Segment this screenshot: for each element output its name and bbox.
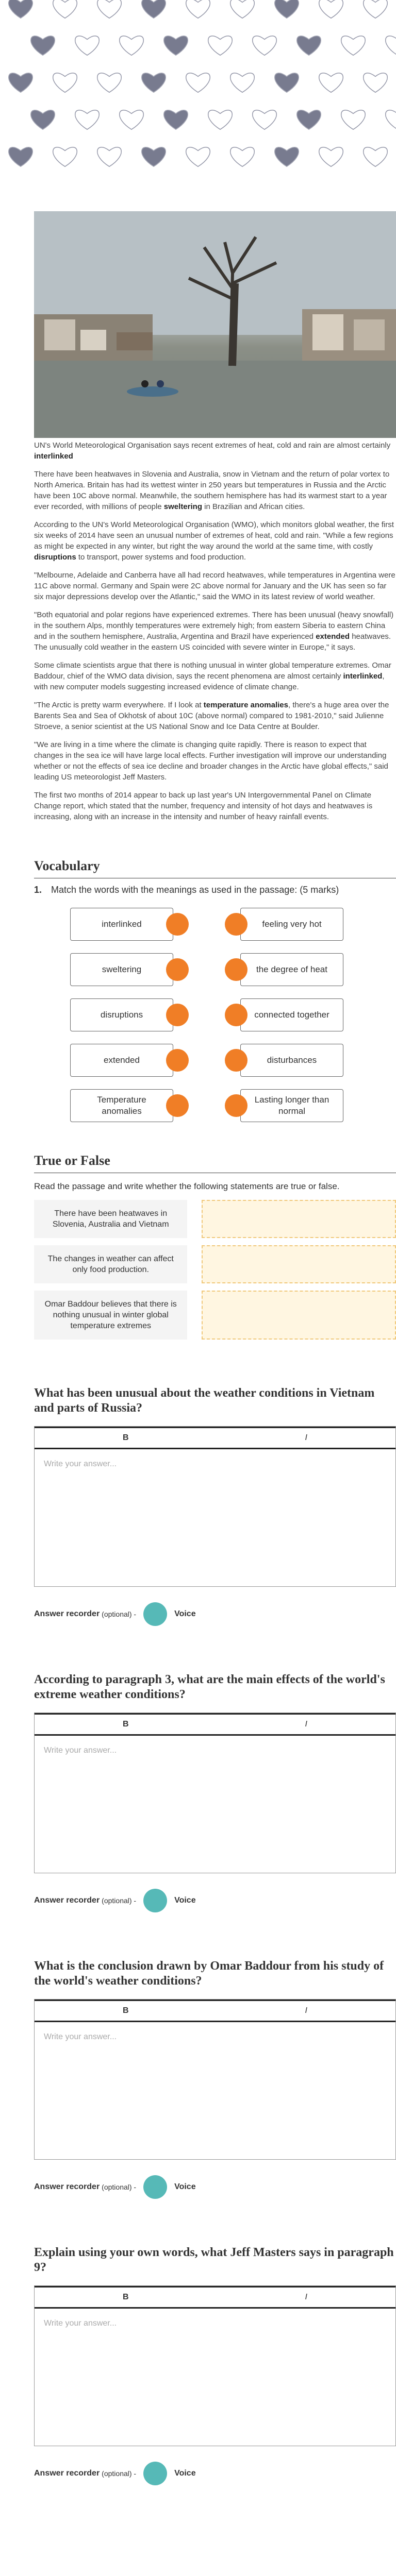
heart-icon <box>97 73 122 92</box>
heart-icon <box>31 110 55 129</box>
heart-icon <box>253 110 277 129</box>
italic-button[interactable]: I <box>305 1433 307 1442</box>
passage-text: The first two months of 2014 appear to back up last year's UN Intergovernmental Panel on Climate Change report, which stated that the number, frequency and intensity of hot days and heatwaves is increasing, along with an increase in the intensity and number of heavy rainfall events. <box>34 791 373 821</box>
heart-icon <box>319 0 343 18</box>
match-connector-handle[interactable] <box>225 1049 248 1072</box>
true-false-answer-field[interactable] <box>202 1291 396 1340</box>
answer-recorder <box>34 1602 396 1626</box>
record-voice-button[interactable] <box>143 1602 167 1626</box>
passage-text: "We are living in a time where the climate is changing quite rapidly. There is reason to expect that changes in the sea ice will have large local effects. Further investigation will improve our understanding whether or not the effects of sea ice decline and broader changes in the Arctic have global effects," said leading US meteorologist Jeff Masters. <box>34 740 388 782</box>
match-connector-handle[interactable] <box>166 1004 189 1026</box>
heart-icon <box>341 110 366 129</box>
editor-toolbar <box>35 2286 395 2309</box>
answer-editor <box>34 2285 396 2446</box>
heart-icon <box>9 73 33 92</box>
passage-text: in Brazilian and African cities. <box>202 502 305 511</box>
question-title: According to paragraph 3, what are the main effects of the world's extreme weather conditions? <box>34 1673 385 1701</box>
heart-icon <box>53 73 77 92</box>
record-voice-button[interactable] <box>143 2462 167 2485</box>
match-meaning[interactable]: connected together <box>240 998 343 1031</box>
answer-input[interactable]: Write your answer... <box>44 2032 117 2041</box>
heart-icon <box>142 147 166 166</box>
question-title: What has been unusual about the weather conditions in Vietnam and parts of Russia? <box>34 1386 375 1415</box>
passage-paragraph <box>34 700 396 732</box>
heart-pattern-header <box>0 0 396 175</box>
match-meaning[interactable]: the degree of heat <box>240 953 343 986</box>
match-word[interactable]: Temperature anomalies <box>70 1089 173 1122</box>
heart-icon <box>230 147 255 166</box>
match-word[interactable]: disruptions <box>70 998 173 1031</box>
passage-paragraph <box>34 469 396 512</box>
match-connector-handle[interactable] <box>166 913 189 936</box>
recorder-label: Answer recorder <box>34 2182 100 2191</box>
heart-icon <box>230 73 255 92</box>
passage-paragraph <box>34 570 396 602</box>
answer-editor <box>34 1713 396 1873</box>
true-false-intro: Read the passage and write whether the following statements are true or false. <box>34 1181 340 1191</box>
question-title: What is the conclusion drawn by Omar Baddour from his study of the world's weather conditions? <box>34 1959 384 1988</box>
passage-paragraph <box>34 790 396 822</box>
heart-icon <box>75 110 100 129</box>
question-text: Match the words with the meanings as used in the passage: (5 marks) <box>51 885 339 895</box>
italic-button[interactable]: I <box>305 2293 307 2301</box>
match-row <box>70 908 359 941</box>
voice-label: Voice <box>174 2469 196 2478</box>
key-term: temperature anomalies <box>203 701 288 709</box>
true-false-list <box>34 1200 396 1340</box>
record-voice-button[interactable] <box>143 2175 167 2199</box>
heart-icon <box>319 73 343 92</box>
heart-icon <box>120 110 144 129</box>
heart-icon <box>208 36 233 55</box>
true-false-row <box>34 1245 396 1283</box>
true-false-row <box>34 1200 396 1238</box>
true-false-row <box>34 1291 396 1340</box>
heart-icon <box>97 0 122 18</box>
italic-button[interactable]: I <box>305 1720 307 1728</box>
heart-icon <box>364 73 388 92</box>
true-false-statement: Omar Baddour believes that there is nothing unusual in winter global temperature extremes <box>34 1291 187 1340</box>
passage-paragraph <box>34 440 396 462</box>
passage-text: According to the UN's World Meteorological Organisation (WMO), which monitors global weather, the first six weeks of 2014 have seen an unusual number of extremes of heat, cold and rain. "While a few regions as might be expected in any winter, but right the way around the world at the same time, with costly <box>34 520 394 551</box>
voice-label: Voice <box>174 2182 196 2191</box>
match-meaning[interactable]: feeling very hot <box>240 908 343 941</box>
heart-icon <box>120 36 144 55</box>
answer-editor <box>34 1426 396 1587</box>
heart-icon <box>142 0 166 18</box>
passage-paragraph <box>34 519 396 563</box>
key-term: disruptions <box>34 553 76 562</box>
answer-recorder <box>34 2462 396 2485</box>
passage-text: There have been heatwaves in Slovenia and Australia, snow in Vietnam and the return of polar vortex to North America. Britain has had its wettest winter in 250 years but temperatures in Russia and the Arctic have been 10C above normal. Meanwhile, the southern hemisphere has had its warmest start to a year ever recorded, with millions of people <box>34 470 390 511</box>
record-voice-button[interactable] <box>143 1889 167 1912</box>
answer-input[interactable]: Write your answer... <box>44 1460 117 1468</box>
match-connector-handle[interactable] <box>225 1004 248 1026</box>
heart-icon <box>208 110 233 129</box>
heart-icon <box>9 0 33 18</box>
open-questions <box>34 1386 396 2485</box>
heart-icon <box>364 0 388 18</box>
answer-input[interactable]: Write your answer... <box>44 2319 117 2328</box>
match-row <box>70 998 359 1031</box>
true-false-heading: True or False <box>34 1153 110 1168</box>
match-row <box>70 1089 359 1122</box>
flood-photo <box>34 211 396 438</box>
bold-button[interactable]: B <box>122 1433 129 1442</box>
bold-button[interactable]: B <box>122 2293 129 2301</box>
match-connector-handle[interactable] <box>166 1094 189 1117</box>
editor-toolbar <box>35 1427 395 1449</box>
heart-icon <box>164 36 188 55</box>
match-meaning[interactable]: disturbances <box>240 1044 343 1077</box>
heart-icon <box>364 147 388 166</box>
passage-text: UN's World Meteorological Organisation says recent extremes of heat, cold and rain are almost certainly <box>34 441 391 450</box>
recorder-label: Answer recorder <box>34 2469 100 2478</box>
recorder-label: Answer recorder <box>34 1609 100 1618</box>
key-term: sweltering <box>163 502 202 511</box>
match-connector-handle[interactable] <box>166 958 189 981</box>
bold-button[interactable]: B <box>122 2006 129 2015</box>
true-false-statement: The changes in weather can affect only food production. <box>34 1245 187 1283</box>
heart-icon <box>275 73 299 92</box>
heart-icon <box>142 73 166 92</box>
heart-icon <box>164 110 188 129</box>
heart-icon <box>341 36 366 55</box>
match-connector-handle[interactable] <box>166 1049 189 1072</box>
heart-icon <box>97 147 122 166</box>
answer-recorder <box>34 2175 396 2199</box>
reading-passage <box>34 440 396 822</box>
heart-icon <box>186 0 210 18</box>
match-word[interactable]: extended <box>70 1044 173 1077</box>
recorder-label: Answer recorder <box>34 1896 100 1905</box>
heart-icon <box>53 147 77 166</box>
match-word[interactable]: interlinked <box>70 908 173 941</box>
match-connector-handle[interactable] <box>225 958 248 981</box>
voice-label: Voice <box>174 1896 196 1905</box>
match-row <box>70 1044 359 1077</box>
italic-button[interactable]: I <box>305 2006 307 2015</box>
match-connector-handle[interactable] <box>225 913 248 936</box>
content-area <box>0 175 396 2521</box>
match-row <box>70 953 359 986</box>
editor-toolbar <box>35 1713 395 1736</box>
heart-icon <box>297 110 321 129</box>
heart-icon <box>186 73 210 92</box>
answer-editor <box>34 1999 396 2160</box>
key-term: extended <box>316 632 350 641</box>
heart-icon <box>253 36 277 55</box>
match-connector-handle[interactable] <box>225 1094 248 1117</box>
heart-icon <box>319 147 343 166</box>
heart-icon <box>386 110 396 129</box>
voice-label: Voice <box>174 1609 196 1618</box>
heart-icon <box>297 36 321 55</box>
recorder-optional-note: (optional) - <box>102 1896 137 1905</box>
passage-text: "Melbourne, Adelaide and Canberra have all had record heatwaves, while temperatures in Argentina were 11C above normal. Germany and Spain were 2C above normal for January and the UK has seen so far six major depressions develop over the Atlantic," said the WMO in its latest review of world weather. <box>34 571 395 601</box>
passage-paragraph <box>34 609 396 653</box>
heart-icon <box>275 0 299 18</box>
passage-text: Some climate scientists argue that there is nothing unusual in winter global temperature extremes. Omar Baddour, chief of the WMO data division, says the recent phenomena are almost certainly <box>34 661 391 681</box>
key-term: interlinked <box>343 672 383 681</box>
true-false-answer-field[interactable] <box>202 1200 396 1238</box>
heart-icon <box>230 0 255 18</box>
true-false-answer-field[interactable] <box>202 1245 396 1283</box>
question-number: 1. <box>34 885 42 895</box>
passage-text: "The Arctic is pretty warm everywhere. If I look at <box>34 701 204 709</box>
match-meaning[interactable]: Lasting longer than normal <box>240 1089 343 1122</box>
match-word[interactable]: sweltering <box>70 953 173 986</box>
true-false-statement: There have been heatwaves in Slovenia, Australia and Vietnam <box>34 1200 187 1238</box>
recorder-optional-note: (optional) - <box>102 2183 137 2191</box>
recorder-optional-note: (optional) - <box>102 1610 137 1618</box>
editor-toolbar <box>35 1999 395 2022</box>
heart-icon <box>275 147 299 166</box>
question-title: Explain using your own words, what Jeff Masters says in paragraph 9? <box>34 2246 394 2274</box>
recorder-optional-note: (optional) - <box>102 2469 137 2478</box>
heart-icon <box>31 36 55 55</box>
vocabulary-heading: Vocabulary <box>34 858 100 873</box>
passage-text: , there's a huge area over the Barents Sea and Sea of Okhotsk of about 10C (above normal) compared to 1981-2010," said Julienne Stroeve, a senior scientist at the US National Snow and Ice Data Centre at Boulder. <box>34 701 389 731</box>
heart-icon <box>75 36 100 55</box>
passage-paragraph <box>34 660 396 692</box>
vocab-question <box>34 885 396 895</box>
bold-button[interactable]: B <box>122 1720 129 1728</box>
heart-icon <box>9 147 33 166</box>
heart-icon <box>53 0 77 18</box>
passage-text: , with new computer models suggesting increased evidence of climate change. <box>34 672 385 691</box>
passage-paragraph <box>34 739 396 783</box>
passage-text: to transport, power systems and food production. <box>76 553 246 562</box>
passage-text: "Both equatorial and polar regions have experienced extremes. There has been unusual (heavy snowfall) in the southern Alps, monthly temperatures were extremely high; from eastern Siberia to eastern China and in the southern hemisphere, Australia, Argentina and Brazil have experienced <box>34 611 394 641</box>
matching-exercise <box>34 908 396 1122</box>
passage-text: heatwaves. The unusually cold weather in the eastern US coincided with severe winter in Europe," it says. <box>34 632 391 652</box>
key-term: interlinked <box>34 452 73 461</box>
answer-input[interactable]: Write your answer... <box>44 1746 117 1755</box>
heart-icon <box>186 147 210 166</box>
heart-icon <box>386 36 396 55</box>
answer-recorder <box>34 1889 396 1912</box>
